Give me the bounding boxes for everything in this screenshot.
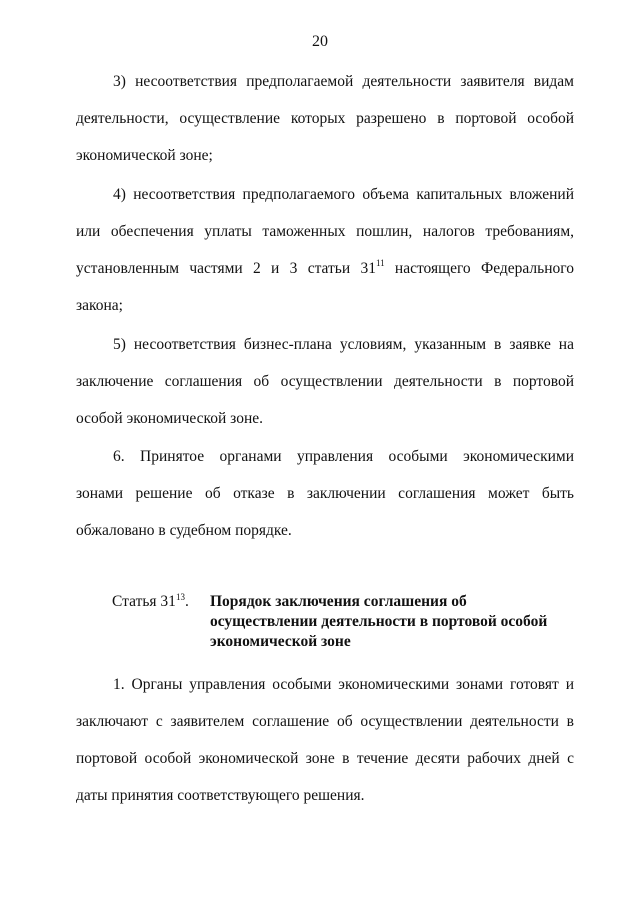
text-line-with-reference <box>76 250 574 287</box>
text-line: закона; <box>76 297 123 314</box>
page-number: 20 <box>312 33 328 50</box>
text-line: экономической зоне; <box>76 147 213 164</box>
text-segment: настоящего Федерального <box>394 260 574 277</box>
text-line: 3) несоответствия предполагаемой деятельности заявителя видам <box>113 73 574 90</box>
text-line: 6. Принятое органами управления особыми экономическими <box>113 448 574 465</box>
paragraph-item-4 <box>76 176 574 324</box>
text-line: или обеспечения уплаты таможенных пошлин, налогов требованиям, <box>76 223 574 240</box>
text-line: заключают с заявителем соглашение об осуществлении деятельности в <box>76 713 574 730</box>
text-line: заключение соглашения об осуществлении деятельности в портовой <box>76 373 574 390</box>
text-line: 4) несоответствия предполагаемого объема капитальных вложений <box>113 186 574 203</box>
text-segment: установленным частями 2 и 3 статьи 31 <box>76 260 376 277</box>
article-label-superscript: 13 <box>175 592 185 602</box>
text-line: портовой особой экономической зоне в течение десяти рабочих дней с <box>76 750 574 767</box>
article-paragraph-1 <box>76 666 574 814</box>
article-label <box>112 592 189 611</box>
text-line: зонами решение об отказе в заключении соглашения может быть <box>76 485 574 502</box>
article-title-line: осуществлении деятельности в портовой особой <box>210 613 548 630</box>
paragraph-item-5 <box>76 326 574 437</box>
article-label-suffix: . <box>184 593 189 610</box>
text-line: деятельности, осуществление которых разрешено в портовой особой <box>76 110 574 127</box>
text-line: обжаловано в судебном порядке. <box>76 522 292 539</box>
paragraph-item-6 <box>76 438 574 549</box>
article-title-line: Порядок заключения соглашения об <box>210 593 467 610</box>
article-label-text: Статья 31 <box>112 593 176 610</box>
text-line: 1. Органы управления особыми экономическими зонами готовят и <box>113 676 574 693</box>
text-line: особой экономической зоне. <box>76 410 264 427</box>
text-line: даты принятия соответствующего решения. <box>76 787 365 804</box>
text-line: 5) несоответствия бизнес-плана условиям, указанным в заявке на <box>113 336 574 353</box>
article-title-line: экономической зоне <box>210 633 351 650</box>
article-title <box>210 592 580 652</box>
superscript: 11 <box>375 258 385 268</box>
paragraph-item-3 <box>76 63 574 174</box>
